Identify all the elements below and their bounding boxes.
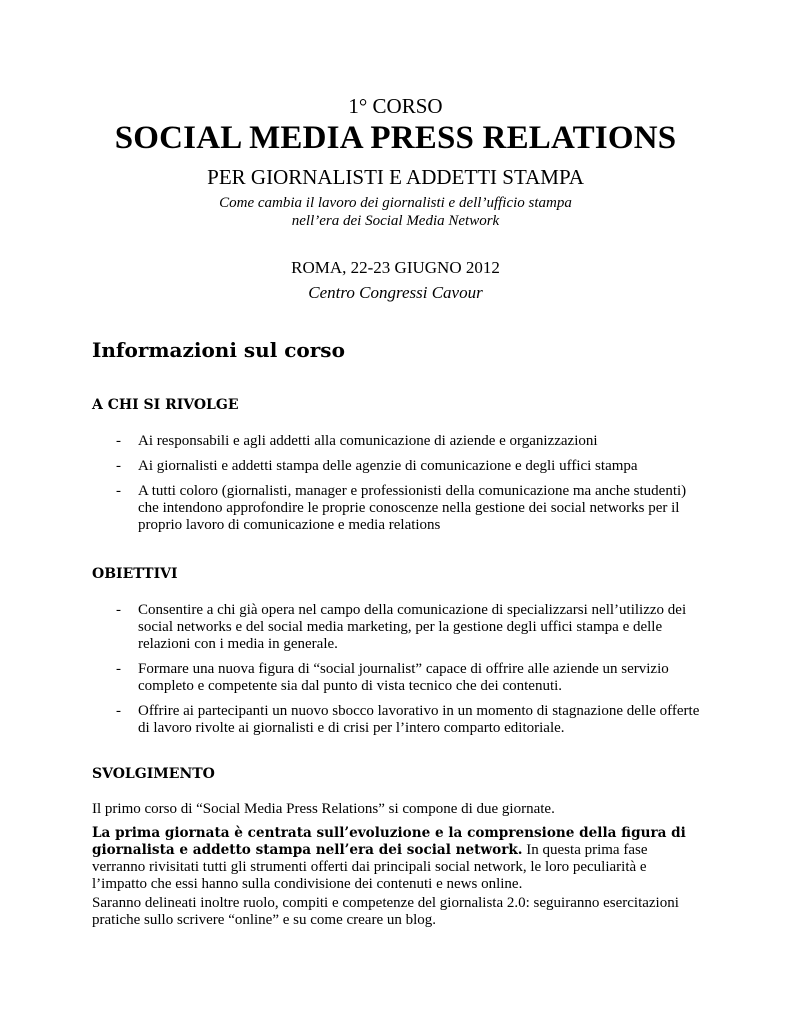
- list-item: - Formare una nuova figura di “social journalist” capace di offrire alle aziende un servizio completo e competente sia dal punto di vista tecnico che dei contenuti.: [116, 661, 669, 694]
- list-item: - Offrire ai partecipanti un nuovo sbocco lavorativo in un momento di stagnazione delle offerte di lavoro rivolte ai giornalisti e di crisi per l’intero comparto editoriale.: [116, 703, 700, 736]
- bullet-dash: -: [116, 703, 121, 719]
- tagline-line-1: Come cambia il lavoro dei giornalisti e dell’ufficio stampa: [219, 195, 572, 211]
- place-date: ROMA, 22-23 GIUGNO 2012: [291, 258, 500, 277]
- development-intro: Il primo corso di “Social Media Press Relations” si compone di due giornate.: [92, 801, 555, 817]
- list-item: - Ai responsabili e agli addetti alla comunicazione di aziende e organizzazioni: [116, 433, 598, 449]
- bullet-dash: -: [116, 433, 121, 449]
- info-heading: Informazioni sul corso: [92, 338, 345, 362]
- development-day1-bold: La prima giornata è centrata sull’evoluzione e la comprensione della figura di giornalista e addetto stampa nell’era dei social network.: [92, 825, 686, 858]
- development-day1-more: Saranno delineati inoltre ruolo, compiti e competenze del giornalista 2.0: seguiranno esercitazioni pratiche sullo scrivere “online” e su come creare un blog.: [92, 895, 679, 928]
- objectives-heading: OBIETTIVI: [92, 566, 178, 582]
- audience-list: [116, 433, 706, 542]
- list-item: - Ai giornalisti e addetti stampa delle agenzie di comunicazione e degli uffici stampa: [116, 458, 638, 474]
- audience-heading: A CHI SI RIVOLGE: [92, 397, 239, 413]
- bullet-dash: -: [116, 458, 121, 474]
- objectives-list: [116, 602, 706, 745]
- tagline-line-2: nell’era dei Social Media Network: [291, 213, 500, 229]
- list-item: - Consentire a chi già opera nel campo della comunicazione di specializzarsi nell’utilizzo dei social networks e del social media marketing, per la gestione degli uffici stampa e delle relazioni con i media in generale.: [116, 602, 687, 652]
- bullet-dash: -: [116, 483, 121, 499]
- bullet-dash: -: [116, 602, 121, 618]
- development-day1-rest: In questa prima fase verranno rivisitati tutti gli strumenti offerti dai principali social network, le loro peculiarità e l’impatto che essi hanno sulla condivisione dei contenuti e news online.: [92, 842, 648, 892]
- course-number: 1° CORSO: [348, 94, 443, 118]
- development-day1: [92, 825, 704, 893]
- document-title: SOCIAL MEDIA PRESS RELATIONS: [114, 120, 677, 156]
- venue: Centro Congressi Cavour: [308, 283, 483, 302]
- tagline: [0, 194, 791, 230]
- bullet-dash: -: [116, 661, 121, 677]
- development-heading: SVOLGIMENTO: [92, 766, 215, 782]
- document-subtitle: PER GIORNALISTI E ADDETTI STAMPA: [207, 165, 584, 189]
- list-item: - A tutti coloro (giornalisti, manager e professionisti della comunicazione ma anche studenti) che intendono approfondire le proprie conoscenze nella gestione dei social networks per il proprio lavoro di comunicazione e media relations: [116, 483, 687, 533]
